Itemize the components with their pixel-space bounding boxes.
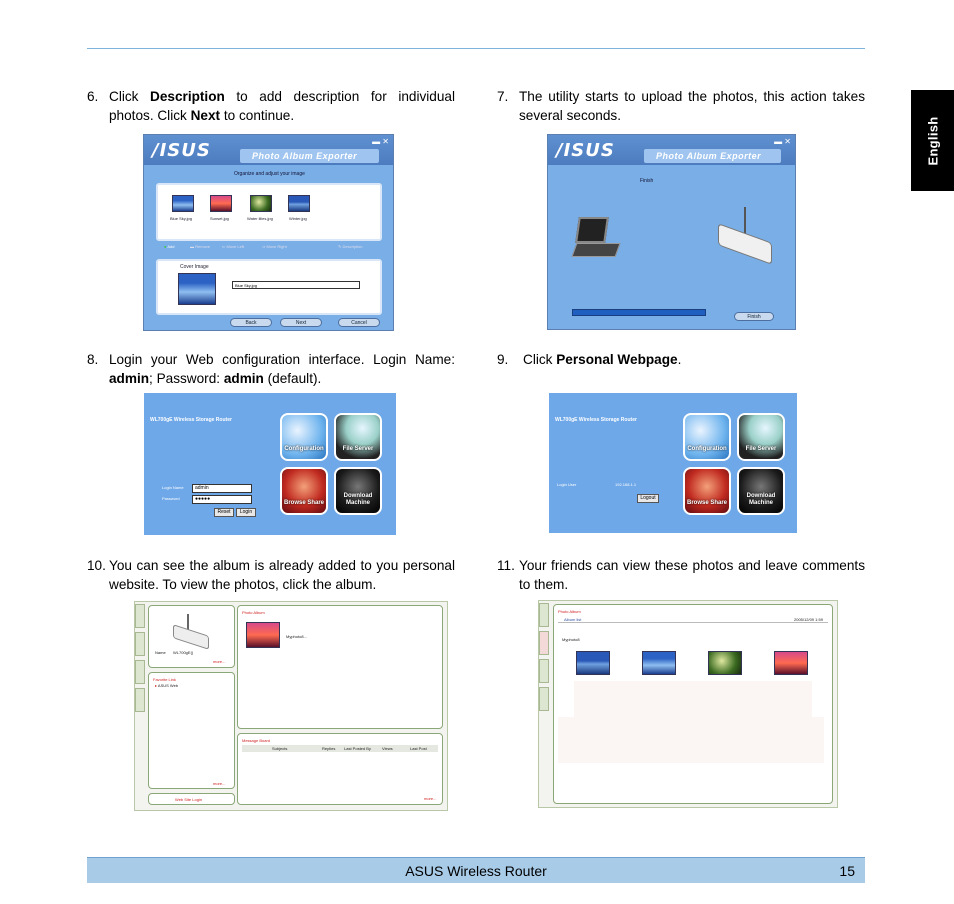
window-controls-icon: ▬ ✕ [774, 137, 791, 146]
login-name-label: Login Name [162, 485, 184, 490]
side-tab[interactable] [539, 603, 549, 627]
side-tab[interactable] [539, 687, 549, 711]
thumbnail-caption: Water lilies.jpg [247, 216, 273, 221]
thumbnail-caption: Winter.jpg [289, 216, 307, 221]
screenshot-personal-webpage [549, 393, 797, 533]
web-site-login-link[interactable]: Web Site Login [175, 797, 203, 802]
cover-image-panel [156, 259, 382, 315]
thumbnail-panel [156, 183, 382, 241]
asus-logo: /ISUS [152, 140, 211, 161]
side-tab[interactable] [135, 604, 145, 628]
cover-image [178, 273, 216, 305]
favorite-link-text: ASUS Web [157, 683, 179, 688]
screenshot-album-view [538, 600, 838, 808]
router-info-panel [148, 605, 235, 668]
album-title: Myphoto8 [562, 637, 580, 642]
bold-term: admin [223, 371, 264, 386]
cancel-label: Cancel [351, 320, 367, 326]
text: ; Password: [149, 371, 224, 386]
name-value: WL700gE() [173, 650, 194, 655]
password-label: Password [162, 496, 180, 501]
side-tab[interactable] [539, 659, 549, 683]
reset-button[interactable]: Reset [214, 508, 234, 517]
remove-icon: ▬ [190, 244, 194, 249]
photo-thumbnail[interactable] [642, 651, 676, 675]
move-right-label: Move Right [266, 244, 287, 249]
next-label: Next [295, 320, 307, 326]
divider [558, 622, 828, 623]
message-board-title: Message Board [242, 738, 271, 743]
language-tab-label: English [925, 115, 940, 166]
description-label: Description [342, 244, 363, 249]
file-server-tile[interactable] [737, 413, 785, 461]
tile-label: Download Machine [746, 493, 776, 506]
step-10 [87, 556, 455, 594]
photo-thumbnail[interactable] [708, 651, 742, 675]
browse-share-tile[interactable] [683, 467, 731, 515]
step-6 [87, 87, 455, 125]
page-footer [87, 857, 865, 883]
bold-term: Personal Webpage [556, 352, 678, 367]
side-tab[interactable] [135, 660, 145, 684]
column-header: Views [382, 746, 393, 751]
tile-label: Configuration [687, 446, 727, 452]
cover-image-select[interactable]: Blue Sky.jpg [232, 281, 360, 289]
move-right-tool[interactable] [262, 244, 287, 249]
side-tab[interactable] [135, 632, 145, 656]
tile-label: File Server [342, 446, 374, 452]
login-user-label: Login User [557, 482, 577, 487]
name-label: Name [155, 650, 166, 655]
window-controls-icon: ▬ ✕ [372, 137, 389, 146]
laptop-icon [574, 217, 618, 263]
thumbnail-caption: Sunset.jpg [210, 216, 229, 221]
login-name-input[interactable]: admin [192, 484, 252, 493]
description-tool[interactable] [338, 244, 363, 249]
comment-area [574, 681, 812, 717]
column-header: Last Posted By [344, 746, 371, 751]
album-cover-image[interactable] [246, 622, 280, 648]
step-11 [497, 556, 865, 594]
cover-image-label: Cover Image [180, 264, 209, 270]
photo-album-title: Photo Album [558, 609, 581, 614]
step-text: Your friends can view these photos and leave comments to them. [519, 558, 865, 592]
screenshot-personal-site [134, 601, 448, 811]
configuration-tile[interactable] [280, 413, 328, 461]
screenshot-uploading [547, 134, 796, 330]
screenshot-description [143, 134, 394, 331]
step-9 [497, 350, 865, 369]
download-machine-tile[interactable] [334, 467, 382, 515]
album-date: 2005/12/09 1:59 [794, 617, 823, 622]
screenshot-login [144, 393, 396, 535]
bold-term: Next [190, 108, 221, 123]
move-left-tool[interactable] [222, 244, 244, 249]
text: to continue. [220, 108, 295, 123]
login-user-value: 192.168.1.1 [615, 482, 637, 487]
comment-area [558, 717, 824, 763]
bold-term: Description [150, 89, 225, 104]
album-list-link[interactable]: Album list [564, 617, 582, 622]
next-button[interactable] [280, 318, 322, 327]
step-number: 10. [87, 558, 106, 573]
organize-label: Organize and adjust your image [234, 171, 305, 177]
asus-logo: /ISUS [556, 140, 615, 161]
photo-thumbnail[interactable] [576, 651, 610, 675]
more-link[interactable]: more... [213, 659, 226, 664]
step-number: 7. [497, 89, 509, 104]
step-text [87, 350, 455, 388]
browse-share-tile[interactable] [280, 467, 328, 515]
message-board-panel [237, 733, 443, 805]
tile-label: Browse Share [283, 500, 325, 506]
tile-label: Browse Share [686, 500, 728, 506]
thumbnail-image[interactable] [288, 195, 310, 212]
photo-album-title: Photo Album [242, 610, 265, 615]
text: Click [109, 89, 151, 104]
step-text [497, 350, 865, 369]
thumbnail-image[interactable] [210, 195, 232, 212]
text: (default). [263, 371, 322, 386]
message-board-header [242, 745, 438, 752]
step-number: 6. [87, 89, 99, 104]
tile-label: File Server [745, 446, 777, 452]
bullet-icon: ▸ [155, 683, 158, 688]
add-label: Add [167, 244, 175, 249]
step-text [87, 87, 455, 125]
step-number: 8. [87, 352, 99, 367]
back-label: Back [245, 320, 257, 326]
tile-label: Download Machine [343, 493, 373, 506]
column-header: Last Post [410, 746, 427, 751]
file-server-tile[interactable] [334, 413, 382, 461]
thumbnail-caption: Blue Sky.jpg [170, 216, 192, 221]
finish-button[interactable] [734, 312, 774, 321]
footer-title: ASUS Wireless Router [405, 863, 547, 879]
text: . [677, 352, 682, 367]
login-button[interactable]: Login [236, 508, 256, 517]
text: Click [523, 352, 557, 367]
cancel-button[interactable] [338, 318, 380, 327]
add-icon: ● [164, 244, 167, 249]
text: to add description for individual photos. Click [109, 89, 455, 123]
favorite-link-panel [148, 672, 235, 789]
pencil-icon: ✎ [338, 244, 342, 249]
text: Login your Web configuration interface. Login Name: [109, 352, 455, 367]
back-button[interactable] [230, 318, 272, 327]
step-8 [87, 350, 455, 388]
router-icon [716, 207, 776, 269]
remove-label: Remove [195, 244, 211, 249]
bold-term: admin [109, 371, 150, 386]
router-title: WL700gE Wireless Storage Router [555, 417, 637, 423]
configuration-tile[interactable] [683, 413, 731, 461]
more-link[interactable]: more... [213, 781, 226, 786]
favorite-link-title: Favorite Link [153, 677, 176, 682]
exporter-title: Photo Album Exporter [644, 149, 781, 163]
finish-button-label: Finish [747, 314, 761, 320]
step-7 [497, 87, 865, 125]
arrow-left-icon: ⇐ [222, 244, 226, 249]
photo-thumbnail[interactable] [774, 651, 808, 675]
side-tab[interactable] [539, 631, 549, 655]
step-text: The utility starts to upload the photos, this action takes several seconds. [519, 89, 865, 123]
step-number: 11. [497, 558, 515, 573]
more-link[interactable]: more... [424, 796, 437, 801]
thumbnail-image[interactable] [250, 195, 272, 212]
column-header: Subjects [272, 746, 288, 751]
photo-album-page [553, 604, 833, 804]
exporter-title: Photo Album Exporter [240, 149, 379, 163]
side-tab[interactable] [135, 688, 145, 712]
top-rule [87, 48, 865, 49]
web-site-login-panel [148, 793, 235, 805]
password-input[interactable]: ●●●●● [192, 495, 252, 504]
router-title: WL700gE Wireless Storage Router [150, 417, 232, 423]
album-name[interactable]: Myphoto8... [286, 634, 307, 639]
page-number: 15 [839, 863, 855, 879]
remove-tool[interactable] [190, 244, 210, 249]
router-icon [171, 614, 211, 648]
download-machine-tile[interactable] [737, 467, 785, 515]
step-text: You can see the album is already added to you personal website. To view the photos, click the album. [109, 558, 455, 592]
finish-label: Finish [640, 178, 654, 184]
column-header: Replies [322, 746, 336, 751]
logout-button[interactable]: Logout [637, 494, 659, 503]
add-tool[interactable] [164, 244, 174, 249]
language-tab [911, 90, 954, 191]
move-left-label: Move Left [226, 244, 245, 249]
tile-label: Configuration [284, 446, 324, 452]
upload-progress-bar [572, 309, 706, 316]
thumbnail-image[interactable] [172, 195, 194, 212]
favorite-link-item[interactable] [155, 683, 178, 688]
step-number: 9. [497, 352, 509, 367]
photo-album-panel [237, 605, 443, 729]
arrow-right-icon: ⇒ [262, 244, 266, 249]
